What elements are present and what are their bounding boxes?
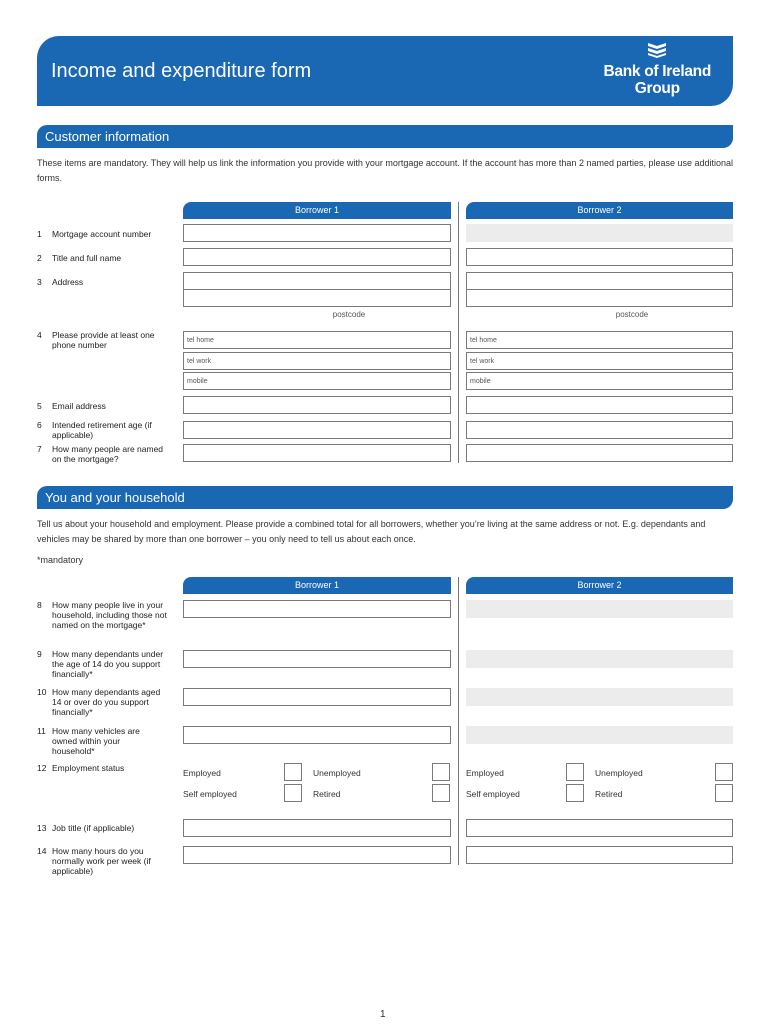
self-employed-label-b1: Self employed — [183, 789, 237, 799]
form-header — [37, 36, 733, 106]
retirement-age-input-b1[interactable] — [183, 421, 451, 439]
tel-home-input-b2[interactable]: tel home — [466, 331, 733, 349]
address-line2-b1[interactable] — [183, 289, 451, 307]
dependants-under14-input-b1[interactable] — [183, 650, 451, 668]
mandatory-note: *mandatory — [37, 555, 84, 565]
page-number: 1 — [380, 1009, 386, 1020]
tel-work-input-b1[interactable]: tel work — [183, 352, 451, 370]
full-name-input-b1[interactable] — [183, 248, 451, 266]
customer-info-header — [37, 125, 733, 148]
mortgage-account-input-b1[interactable] — [183, 224, 451, 242]
employed-label-b2: Employed — [466, 768, 504, 778]
self-employed-label-b2: Self employed — [466, 789, 520, 799]
logo-line2: Group — [634, 80, 680, 97]
job-title-input-b2[interactable] — [466, 819, 733, 837]
vehicles-input-b1[interactable] — [183, 726, 451, 744]
logo-line1: Bank of Ireland — [603, 63, 711, 80]
dependants-over14-input-b2 — [466, 688, 733, 706]
household-intro: Tell us about your household and employment. Please provide a combined total for all borrowers, whether you’re living at the same address or not. E.g. dependants and vehicles may be shared by more than one borrower – you only need to tell us about each once. — [37, 519, 706, 544]
tel-work-input-b2[interactable]: tel work — [466, 352, 733, 370]
address-line1-b1[interactable] — [183, 272, 451, 290]
borrower2-header: Borrower 2 — [466, 202, 733, 219]
employed-checkbox-b1[interactable] — [284, 763, 302, 781]
hours-worked-input-b1[interactable] — [183, 846, 451, 864]
household-people-input-b1[interactable] — [183, 600, 451, 618]
mobile-input-b1[interactable]: mobile — [183, 372, 451, 390]
address-line2-b2[interactable] — [466, 289, 733, 307]
named-people-input-b1[interactable] — [183, 444, 451, 462]
page-title: Income and expenditure form — [51, 60, 312, 82]
customer-info-intro: These items are mandatory. They will help us link the information you provide with your mortgage account. If the account has more than 2 named parties, please use additional forms. — [37, 158, 734, 183]
postcode-label-b1: postcode — [332, 310, 366, 319]
column-divider — [458, 577, 459, 865]
employed-label-b1: Employed — [183, 768, 221, 778]
section-title: Customer information — [45, 129, 170, 144]
vehicles-input-b2 — [466, 726, 733, 744]
address-line1-b2[interactable] — [466, 272, 733, 290]
mortgage-account-input-b2 — [466, 224, 733, 242]
dependants-under14-input-b2 — [466, 650, 733, 668]
postcode-label-b2: postcode — [615, 310, 649, 319]
retired-checkbox-b1[interactable] — [432, 784, 450, 802]
section-title: You and your household — [45, 490, 185, 505]
unemployed-label-b1: Unemployed — [313, 768, 361, 778]
household-header — [37, 486, 733, 509]
retired-label-b2: Retired — [595, 789, 623, 799]
retired-checkbox-b2[interactable] — [715, 784, 733, 802]
hours-worked-input-b2[interactable] — [466, 846, 733, 864]
column-divider — [458, 202, 459, 463]
retirement-age-input-b2[interactable] — [466, 421, 733, 439]
self-employed-checkbox-b2[interactable] — [566, 784, 584, 802]
tel-home-input-b1[interactable]: tel home — [183, 331, 451, 349]
named-people-input-b2[interactable] — [466, 444, 733, 462]
household-people-input-b2 — [466, 600, 733, 618]
bank-logo — [604, 42, 711, 97]
borrower1-header: Borrower 1 — [183, 577, 451, 594]
employed-checkbox-b2[interactable] — [566, 763, 584, 781]
unemployed-checkbox-b2[interactable] — [715, 763, 733, 781]
bank-logo-icon — [646, 42, 668, 58]
email-input-b1[interactable] — [183, 396, 451, 414]
unemployed-label-b2: Unemployed — [595, 768, 643, 778]
job-title-input-b1[interactable] — [183, 819, 451, 837]
borrower1-header: Borrower 1 — [183, 202, 451, 219]
retired-label-b1: Retired — [313, 789, 341, 799]
mobile-input-b2[interactable]: mobile — [466, 372, 733, 390]
self-employed-checkbox-b1[interactable] — [284, 784, 302, 802]
borrower2-header: Borrower 2 — [466, 577, 733, 594]
email-input-b2[interactable] — [466, 396, 733, 414]
full-name-input-b2[interactable] — [466, 248, 733, 266]
dependants-over14-input-b1[interactable] — [183, 688, 451, 706]
unemployed-checkbox-b1[interactable] — [432, 763, 450, 781]
